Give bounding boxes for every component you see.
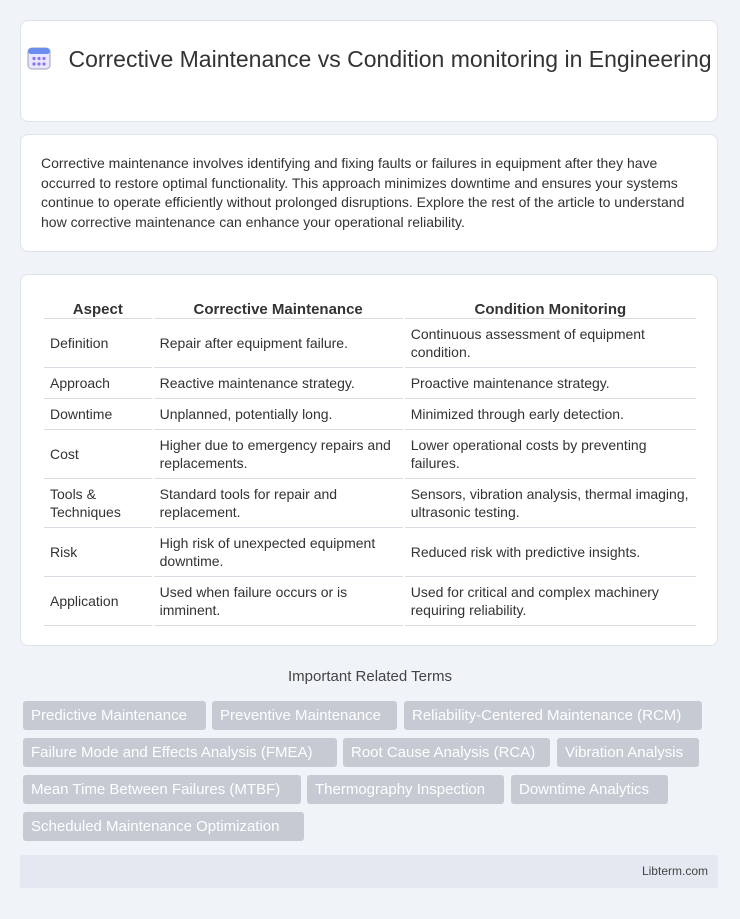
cell-corrective: Repair after equipment failure. (154, 319, 403, 368)
cell-condition: Reduced risk with predictive insights. (405, 528, 696, 577)
footer-bar (20, 855, 718, 888)
cell-aspect: Risk (44, 528, 152, 577)
cell-corrective: Standard tools for repair and replacement. (154, 479, 403, 528)
cell-corrective: Reactive maintenance strategy. (154, 368, 403, 399)
intro-card (20, 134, 718, 252)
cell-corrective: High risk of unexpected equipment downtime. (154, 528, 403, 577)
header-corrective: Corrective Maintenance (154, 297, 403, 319)
cell-condition: Sensors, vibration analysis, thermal imaging, ultrasonic testing. (405, 479, 696, 528)
page-title: Corrective Maintenance vs Condition monitoring in Engineering (68, 46, 712, 72)
related-terms-heading: Important Related Terms (288, 668, 452, 685)
header-condition: Condition Monitoring (405, 297, 696, 319)
tag-rcm[interactable]: Reliability-Centered Maintenance (RCM) (404, 701, 702, 730)
tag-scheduled-maintenance-optimization[interactable]: Scheduled Maintenance Optimization (23, 812, 304, 841)
tag-rca[interactable]: Root Cause Analysis (RCA) (343, 738, 550, 767)
tag-downtime-analytics[interactable]: Downtime Analytics (511, 775, 668, 804)
tag-mtbf[interactable]: Mean Time Between Failures (MTBF) (23, 775, 301, 804)
cell-aspect: Application (44, 577, 152, 626)
cell-condition: Continuous assessment of equipment condition. (405, 319, 696, 368)
tag-thermography-inspection[interactable]: Thermography Inspection (307, 775, 504, 804)
cell-aspect: Cost (44, 430, 152, 479)
cell-condition: Proactive maintenance strategy. (405, 368, 696, 399)
comparison-card (20, 274, 718, 646)
tag-vibration-analysis[interactable]: Vibration Analysis (557, 738, 699, 767)
cell-corrective: Unplanned, potentially long. (154, 399, 403, 430)
cell-aspect: Approach (44, 368, 152, 399)
comparison-table (42, 297, 698, 626)
cell-condition: Lower operational costs by preventing failures. (405, 430, 696, 479)
header-aspect: Aspect (44, 297, 152, 319)
footer-site-link[interactable]: Libterm.com (641, 864, 708, 878)
cell-condition: Used for critical and complex machinery requiring reliability. (405, 577, 696, 626)
title-card (20, 20, 718, 122)
table-row (44, 368, 696, 399)
calendar-icon (26, 45, 52, 71)
table-row (44, 319, 696, 368)
cell-corrective: Higher due to emergency repairs and replacements. (154, 430, 403, 479)
table-row (44, 399, 696, 430)
table-header-row (44, 297, 696, 319)
page-title-wrap (21, 45, 717, 74)
table-row (44, 479, 696, 528)
cell-condition: Minimized through early detection. (405, 399, 696, 430)
tag-predictive-maintenance[interactable]: Predictive Maintenance (23, 701, 206, 730)
cell-aspect: Definition (44, 319, 152, 368)
intro-paragraph: Corrective maintenance involves identifying and fixing faults or failures in equipment after they have occurred to restore optimal functionality. This approach minimizes downtime and ensures your systems continue to operate efficiently without prolonged disruptions. Explore the rest of the article to understand how corrective maintenance can enhance your operational reliability. (41, 155, 685, 230)
table-row (44, 430, 696, 479)
table-row (44, 528, 696, 577)
cell-aspect: Downtime (44, 399, 152, 430)
tag-fmea[interactable]: Failure Mode and Effects Analysis (FMEA) (23, 738, 337, 767)
tag-preventive-maintenance[interactable]: Preventive Maintenance (212, 701, 397, 730)
table-row (44, 577, 696, 626)
cell-aspect: Tools & Techniques (44, 479, 152, 528)
cell-corrective: Used when failure occurs or is imminent. (154, 577, 403, 626)
